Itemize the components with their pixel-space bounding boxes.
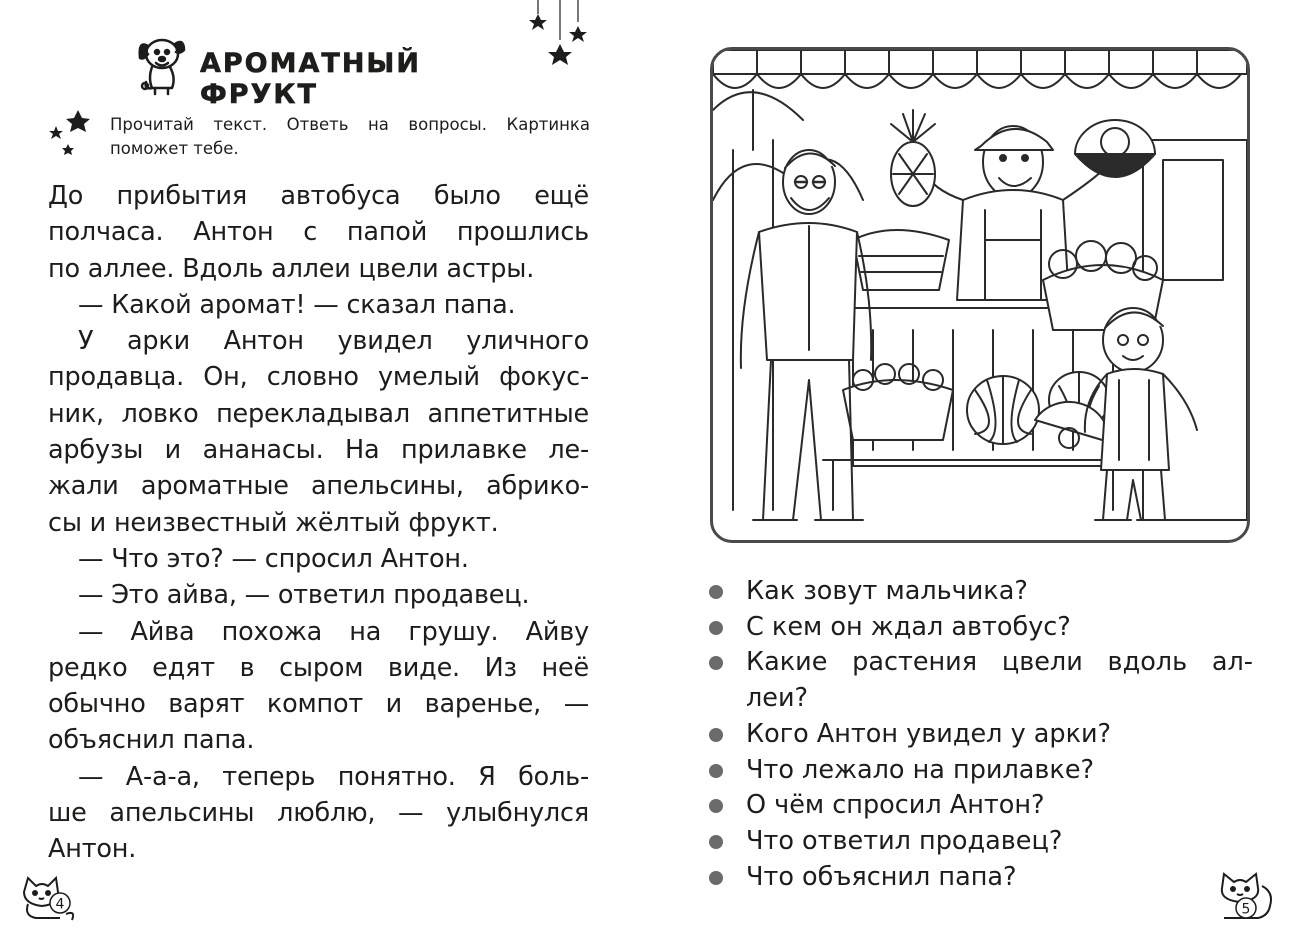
story-line: ше апельсины люблю, — улыбнулся <box>48 798 589 829</box>
questions-list <box>708 574 1253 895</box>
story-line: — Айва похожа на грушу. Айву <box>78 616 589 647</box>
star-icon <box>44 108 94 160</box>
story-text <box>48 178 589 868</box>
page-title: АРОМАТНЫЙ ФРУКТ <box>200 48 421 110</box>
bullet-icon <box>709 835 723 849</box>
bullet-icon <box>709 585 723 599</box>
list-item <box>708 610 1253 646</box>
story-line: по аллее. Вдоль аллеи цвели астры. <box>48 253 535 284</box>
bullet-icon <box>709 621 723 635</box>
question-text: Что объяснил папа? <box>746 861 1017 892</box>
cat-icon <box>20 870 82 922</box>
story-line: арбузы и ананасы. На прилавке ле- <box>48 435 589 466</box>
page-number-left-text: 4 <box>55 896 65 913</box>
dog-icon <box>130 30 190 98</box>
question-text: Что ответил продавец? <box>746 825 1063 856</box>
bullet-icon <box>709 871 723 885</box>
bullet-icon <box>709 656 723 670</box>
question-text: леи? <box>746 683 809 714</box>
question-text: Что лежало на прилавке? <box>746 754 1095 785</box>
cat-icon <box>1212 866 1278 922</box>
story-line: До прибытия автобуса было ещё <box>48 181 589 211</box>
page-number-right-text: 5 <box>1241 901 1251 918</box>
question-text: С кем он ждал автобус? <box>746 611 1071 642</box>
market-illustration <box>710 47 1250 543</box>
story-line: У арки Антон увидел уличного <box>78 326 589 357</box>
story-line: — Это айва, — ответил продавец. <box>78 580 530 611</box>
story-line: полчаса. Антон с папой прошлись <box>48 217 589 248</box>
story-line: обычно варят компот и варенье, — <box>48 689 589 720</box>
story-line: редко едят в сыром виде. Из неё <box>48 652 589 683</box>
story-line: — Какой аромат! — сказал папа. <box>78 289 516 320</box>
list-item <box>708 645 1253 716</box>
story-line: объяснил папа. <box>48 725 255 756</box>
story-line: — Что это? — спросил Антон. <box>78 543 469 574</box>
star-icon <box>520 0 600 80</box>
list-item <box>708 788 1253 824</box>
list-item <box>708 574 1253 610</box>
title-row <box>130 30 510 110</box>
bullet-icon <box>709 764 723 778</box>
story-line: — А-а-а, теперь понятно. Я боль- <box>78 761 589 792</box>
story-line: ник, ловко перекладывал аппетитные <box>48 398 589 429</box>
list-item <box>708 717 1253 753</box>
instruction-text: Прочитай текст. Ответь на вопросы. Картинка поможет тебе. <box>110 115 590 158</box>
fruit-stall-picture <box>713 50 1247 540</box>
right-page <box>650 0 1300 943</box>
list-item <box>708 860 1253 896</box>
bullet-icon <box>709 728 723 742</box>
bullet-icon <box>709 799 723 813</box>
list-item <box>708 753 1253 789</box>
page-number-right <box>1212 866 1278 922</box>
question-text: Какие растения цвели вдоль ал- <box>746 647 1253 678</box>
question-text: О чём спросил Антон? <box>746 790 1045 821</box>
question-text: Как зовут мальчика? <box>746 576 1028 606</box>
story-line: Антон. <box>48 834 137 865</box>
page-number-left <box>20 870 82 922</box>
list-item <box>708 824 1253 860</box>
story-line: сы и неизвестный жёлтый фрукт. <box>48 507 499 538</box>
story-line: продавца. Он, словно умелый фокус- <box>48 362 589 393</box>
question-text: Кого Антон увидел у арки? <box>746 718 1112 749</box>
story-line: жали ароматные апельсины, абрико- <box>48 471 589 502</box>
